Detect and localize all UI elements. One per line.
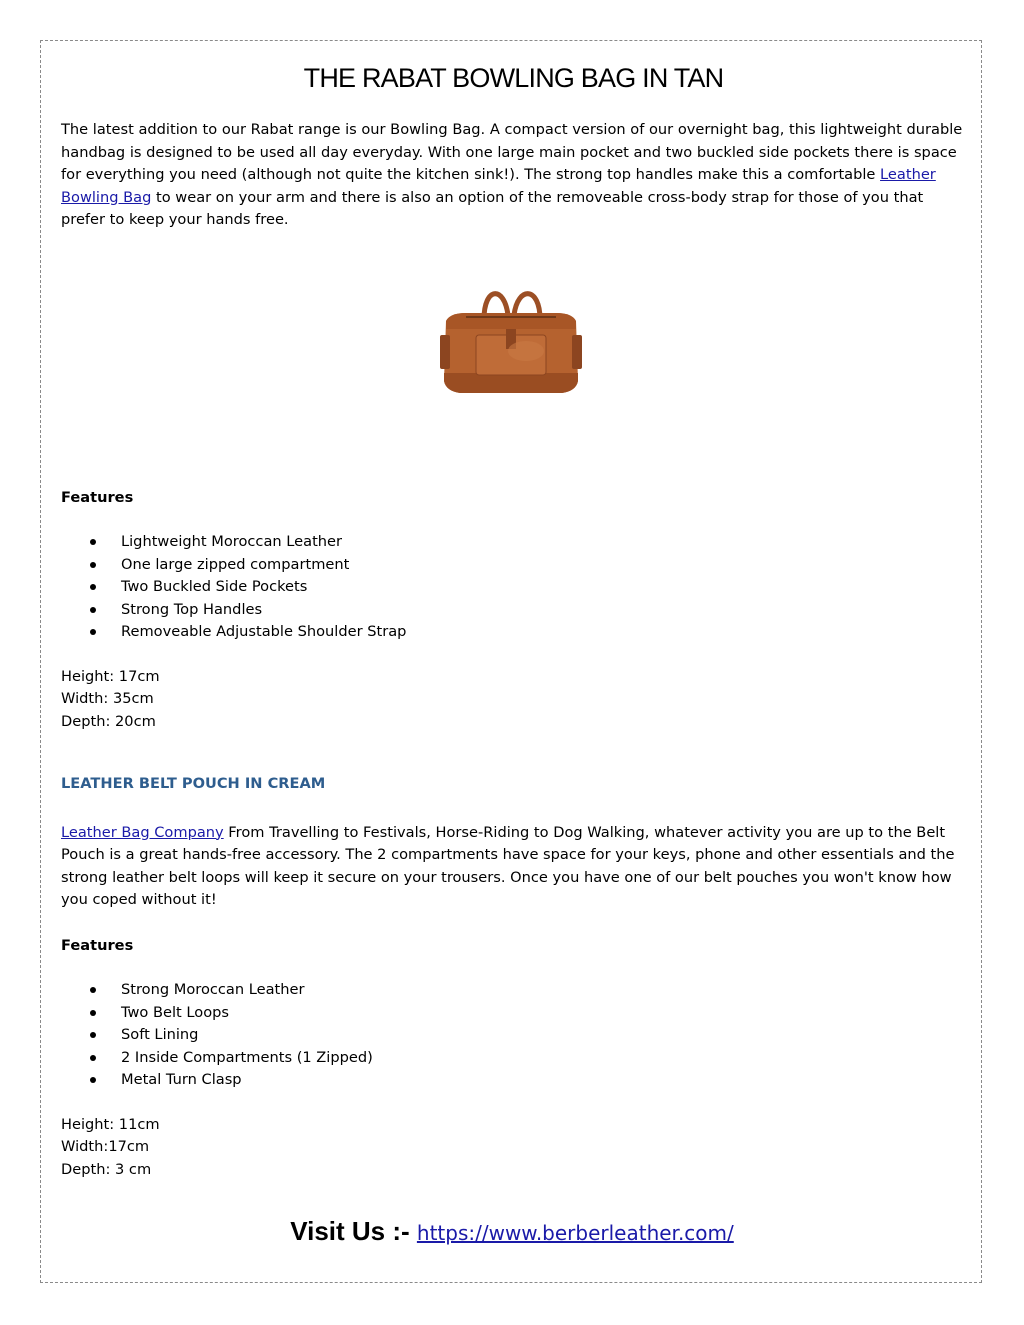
visit-us-footer <box>0 1216 1024 1247</box>
list-item: Two Buckled Side Pockets <box>121 576 966 599</box>
document-body <box>61 58 966 1181</box>
leather-bag-company-link[interactable]: Leather Bag Company <box>61 823 224 841</box>
dimension-width: Width: 35cm <box>61 690 154 707</box>
list-item: Soft Lining <box>121 1024 966 1047</box>
list-item: Metal Turn Clasp <box>121 1069 966 1092</box>
bowling-bag-illustration <box>436 277 586 402</box>
dimension-height: Height: 11cm <box>61 1115 160 1133</box>
features-heading: Features <box>61 936 134 954</box>
dimension-width: Width:17cm <box>61 1138 150 1155</box>
visit-us-label: Visit Us :- <box>290 1216 417 1246</box>
list-item: Strong Top Handles <box>121 599 966 622</box>
intro-text-after-link: to wear on your arm and there is also an option of the removeable cross-body strap for those of you that prefer to keep your hands free. <box>61 188 924 228</box>
intro-text-before-link: The latest addition to our Rabat range is our Bowling Bag. A compact version of our overnight bag, this lightweight durable handbag is designed to be used all day everyday. With one large main pocket and two buckled side pockets there is space for everything you need (although not quite the kitchen sink!). The strong top handles make this a comfortable <box>61 121 963 183</box>
dimension-depth: Depth: 3 cm <box>61 1160 152 1178</box>
belt-pouch-features-list <box>61 979 966 1092</box>
dimension-depth: Depth: 20cm <box>61 712 156 730</box>
list-item: One large zipped compartment <box>121 554 966 577</box>
leather-bowling-bag-link[interactable]: Leather Bowling Bag <box>61 166 936 206</box>
belt-pouch-dimensions <box>61 1114 966 1182</box>
website-link[interactable]: https://www.berberleather.com/ <box>416 1221 734 1245</box>
belt-pouch-heading: LEATHER BELT POUCH IN CREAM <box>61 775 326 792</box>
dimension-height: Height: 17cm <box>61 667 160 685</box>
belt-pouch-text: From Travelling to Festivals, Horse-Riding to Dog Walking, whatever activity you are up to the Belt Pouch is a great hands-free accessory. The 2 compartments have space for your keys, phone and other essentials and the strong leather belt loops will keep it secure on your trousers. Once you have one of our belt pouches you won't know how you coped without it! <box>61 823 955 908</box>
intro-paragraph <box>61 119 966 232</box>
list-item: Strong Moroccan Leather <box>121 979 966 1002</box>
list-item: Lightweight Moroccan Leather <box>121 531 966 554</box>
bowling-bag-image <box>61 232 966 487</box>
page-title: THE RABAT BOWLING BAG IN TAN <box>303 63 724 93</box>
list-item: Two Belt Loops <box>121 1002 966 1025</box>
list-item: 2 Inside Compartments (1 Zipped) <box>121 1047 966 1070</box>
features-heading: Features <box>61 488 134 506</box>
belt-pouch-paragraph <box>61 822 966 912</box>
bowling-bag-dimensions <box>61 666 966 734</box>
bowling-bag-features-list <box>61 531 966 644</box>
list-item: Removeable Adjustable Shoulder Strap <box>121 621 966 644</box>
